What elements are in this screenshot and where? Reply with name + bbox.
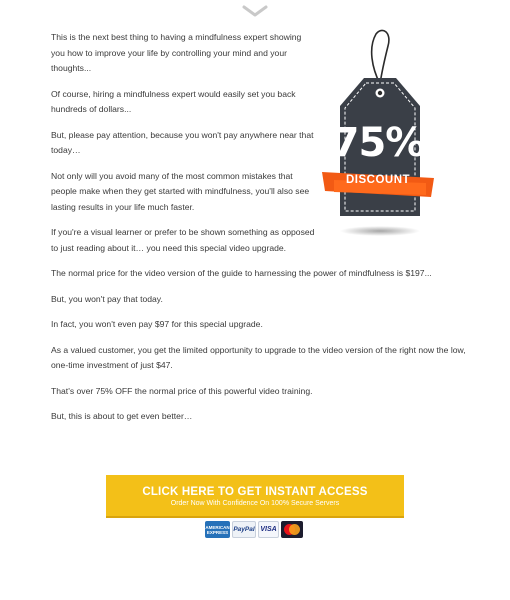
mastercard-card-icon [281, 521, 303, 538]
visa-label: VISA [260, 526, 277, 533]
paragraph-9: As a valued customer, you get the limited opportunity to upgrade to the video version of the right now the low, one-time investment of just $47. [51, 344, 466, 370]
paypal-label: PayPal [233, 526, 255, 533]
mastercard-circles-icon [281, 521, 303, 538]
chevron-down-icon [241, 4, 269, 18]
amex-label: AMERICAN EXPRESS [205, 524, 230, 535]
visa-card-icon [258, 521, 279, 538]
paragraph-6: The normal price for the video version of the guide to harnessing the power of mindfulness is $197... [51, 268, 432, 278]
paragraph-11: But, this is about to get even better… [51, 411, 193, 421]
cta-title: CLICK HERE TO GET INSTANT ACCESS [142, 486, 368, 498]
discount-tag [322, 28, 434, 240]
paragraph-2: Of course, hiring a mindfulness expert would easily set you back hundreds of dollars... [51, 88, 296, 114]
amex-card-icon [205, 521, 230, 538]
paragraph-7: But, you won't pay that today. [51, 293, 163, 304]
instant-access-button[interactable] [106, 475, 404, 518]
discount-ribbon-label: DISCOUNT [345, 174, 411, 186]
paragraph-1: This is the next best thing to having a mindfulness expert showing you how to improve your life by controlling your mind and your thoughts... [51, 32, 302, 73]
paragraph-8: In fact, you won't even pay $97 for this special upgrade. [51, 319, 263, 329]
paragraph-4: Not only will you avoid many of the most common mistakes that people make when they get started with mindfulness, you'll also see lasting results in your life much faster. [51, 170, 310, 212]
paragraph-3: But, please pay attention, because you won't pay anywhere near that today… [51, 129, 314, 155]
paypal-card-icon [232, 521, 256, 538]
discount-percent: 75% [331, 120, 425, 166]
cta-subtitle: Order Now With Confidence On 100% Secure Servers [170, 500, 340, 507]
paragraph-5: If you're a visual learner or prefer to be shown something as opposed to just reading about it… you need this special video upgrade. [51, 227, 315, 253]
paragraph-10: That's over 75% OFF the normal price of this powerful video training. [51, 385, 313, 396]
